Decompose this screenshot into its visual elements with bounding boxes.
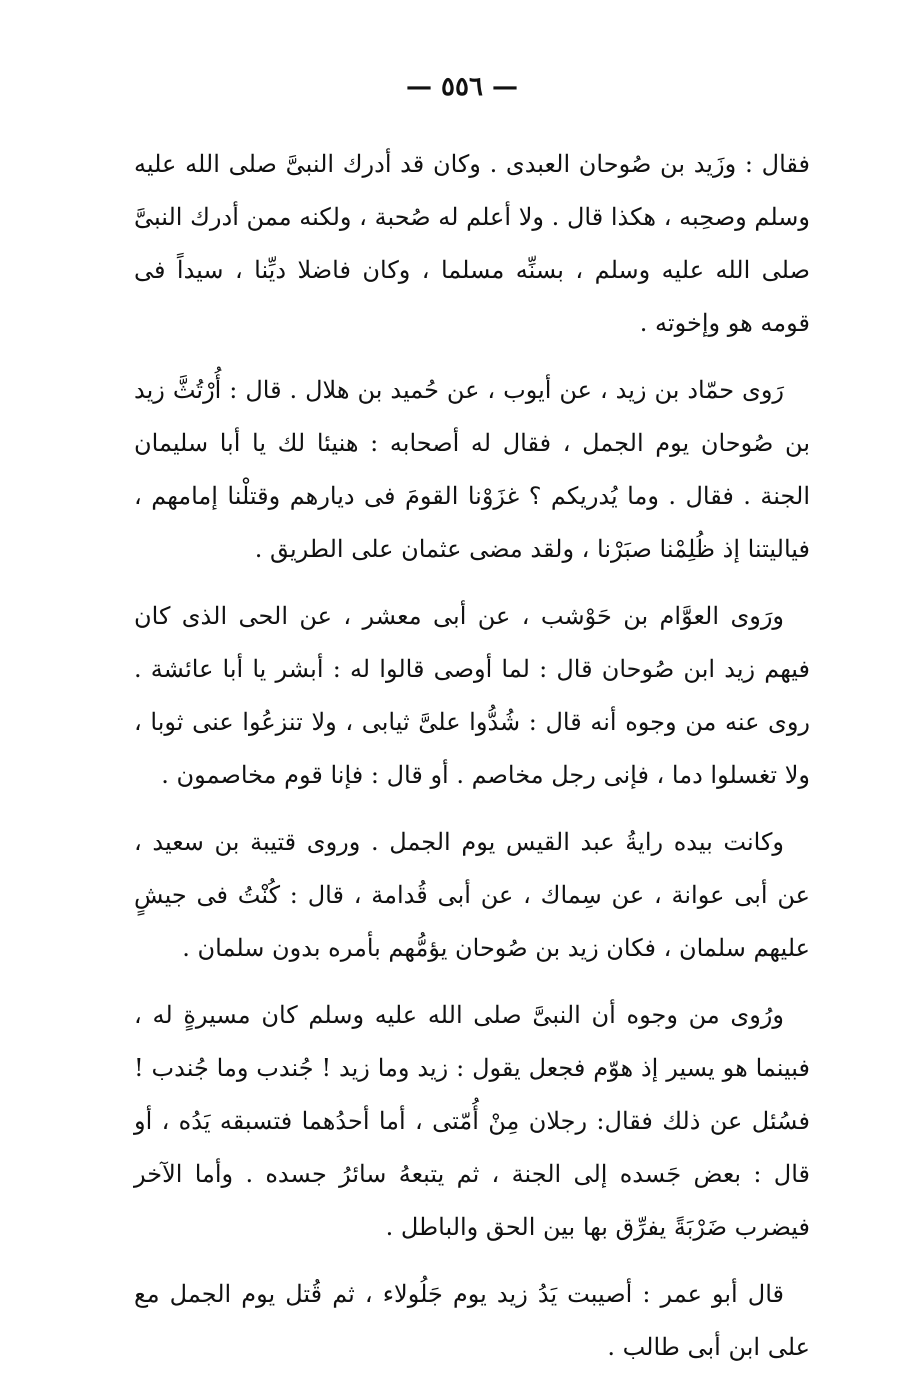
page-body xyxy=(134,138,810,1388)
paragraph-3: ورَوى العوَّام بن حَوْشب ، عن أبى معشر ، عن الحى الذى كان فيهم زيد ابن صُوحان قال : لما أوصى قالوا له : أبشر يا أبا عائشة . روى عنه من وجوه أنه قال : شُدُّوا علىَّ ثيابى ، ولا تنزعُوا عنى ثوبا ، ولا تغسلوا دما ، فإنى رجل مخاصم . أو قال : فإنا قوم مخاصمون . xyxy=(134,602,810,789)
paragraph-5: ورُوى من وجوه أن النبىَّ صلى الله عليه وسلم كان مسيرةٍ له ، فبينما هو يسير إذ هوّم فجعل يقول : زيد وما زيد ! جُندب وما جُندب ! فسُئل عن ذلك فقال: رجلان مِنْ أُمّتى ، أما أحدُهما فتسبقه يَدُه ، أو قال : بعض جَسده إلى الجنة ، ثم يتبعهُ سائرُ جسده . وأما الآخر فيضرب ضَرْبَةً يفرِّق بها بين الحق والباطل . xyxy=(134,1001,810,1241)
paragraph-6: قال أبو عمر : أصيبت يَدُ زيد يوم جَلُولاء ، ثم قُتل يوم الجمل مع على ابن أبى طالب . xyxy=(134,1280,810,1361)
page-number: — ٥٥٦ — xyxy=(405,72,519,102)
paragraph-2: رَوى حمّاد بن زيد ، عن أيوب ، عن حُميد بن هلال . قال : أُرْتُثَّ زيد بن صُوحان يوم الجمل ، فقال له أصحابه : هنيئا لك يا أبا سليمان الجنة . فقال . وما يُدريكم ؟ غزَوْنا القومَ فى ديارهم وقتلْنا إمامهم ، فياليتنا إذ ظُلِمْنا صبَرْنا ، ولقد مضى عثمان على الطريق . xyxy=(134,376,810,563)
paragraph-1: فقال : وزَيد بن صُوحان العبدى . وكان قد أدرك النبىَّ صلى الله عليه وسلم وصحِبه ، هكذا قال . ولا أعلم له صُحبة ، ولكنه ممن أدرك النبىَّ صلى الله عليه وسلم ، بسنِّه مسلما ، وكان فاضلا ديِّنا ، سيداً فى قومه هو وإخوته . xyxy=(134,150,811,337)
paragraph-4: وكانت بيده رايةُ عبد القيس يوم الجمل . وروى قتيبة بن سعيد ، عن أبى عوانة ، عن سِماك ، عن أبى قُدامة ، قال : كُنْتُ فى جيشٍ عليهم سلمان ، فكان زيد بن صُوحان يؤمُّهم بأمره بدون سلمان . xyxy=(134,828,810,962)
